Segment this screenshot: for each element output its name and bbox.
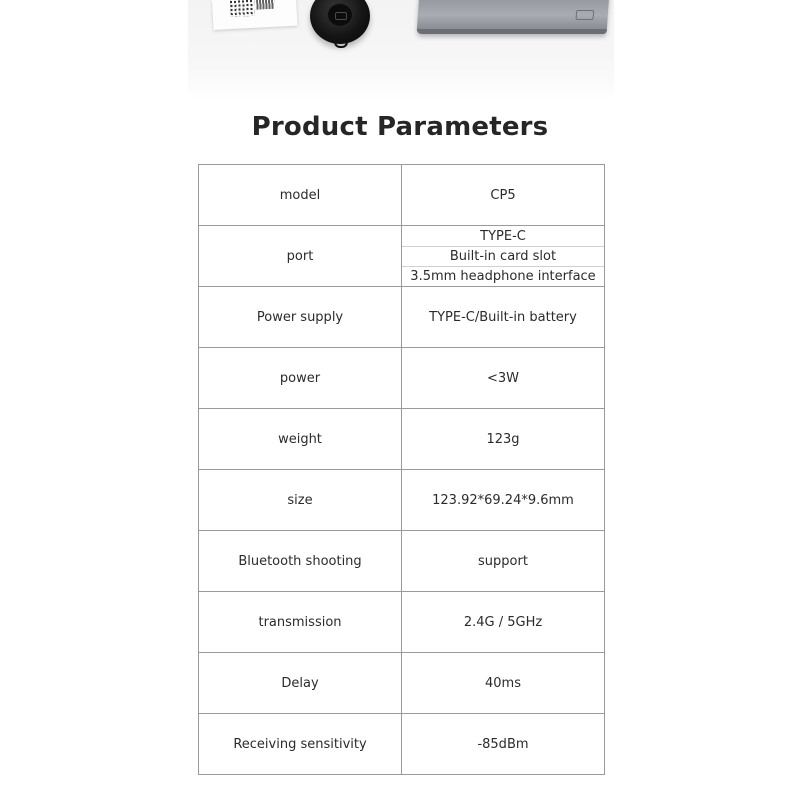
qr-code-card	[212, 0, 297, 30]
table-row	[199, 348, 605, 409]
table-row	[199, 592, 605, 653]
param-label: Receiving sensitivity	[199, 714, 402, 775]
table-row	[199, 287, 605, 348]
product-photo	[188, 0, 614, 100]
param-label: transmission	[199, 592, 402, 653]
param-sub-value: 3.5mm headphone interface	[410, 268, 596, 284]
param-value: 123g	[402, 409, 605, 470]
param-value: TYPE-C/Built-in battery	[402, 287, 605, 348]
qr-code-small-image	[256, 0, 275, 10]
param-label: model	[199, 165, 402, 226]
param-label: Bluetooth shooting	[199, 531, 402, 592]
table-row	[199, 470, 605, 531]
lanyard-ring-image	[334, 40, 348, 48]
qr-code-image	[230, 0, 255, 17]
param-label: size	[199, 470, 402, 531]
device-edge	[417, 29, 607, 34]
table-row	[199, 409, 605, 470]
table-row	[199, 165, 605, 226]
param-value: -85dBm	[402, 714, 605, 775]
device-port	[576, 10, 595, 20]
table-row	[199, 531, 605, 592]
table-row	[199, 226, 605, 287]
camera-icon	[327, 3, 353, 27]
param-sub-value: Built-in card slot	[402, 247, 604, 267]
param-value: 123.92*69.24*9.6mm	[402, 470, 605, 531]
param-value: 40ms	[402, 653, 605, 714]
page-title: Product Parameters	[251, 112, 549, 142]
param-sub-value: TYPE-C	[402, 227, 604, 247]
device-image	[417, 0, 610, 34]
table-row	[199, 714, 605, 775]
param-value-list	[402, 226, 605, 287]
param-label: Delay	[199, 653, 402, 714]
param-label: port	[199, 226, 402, 287]
param-label: weight	[199, 409, 402, 470]
table-row	[199, 653, 605, 714]
param-label: Power supply	[199, 287, 402, 348]
param-value: 2.4G / 5GHz	[402, 592, 605, 653]
param-value: <3W	[402, 348, 605, 409]
param-value: CP5	[402, 165, 605, 226]
parameters-table	[198, 164, 605, 775]
param-value: support	[402, 531, 605, 592]
bluetooth-remote-image	[310, 0, 370, 44]
param-label: power	[199, 348, 402, 409]
